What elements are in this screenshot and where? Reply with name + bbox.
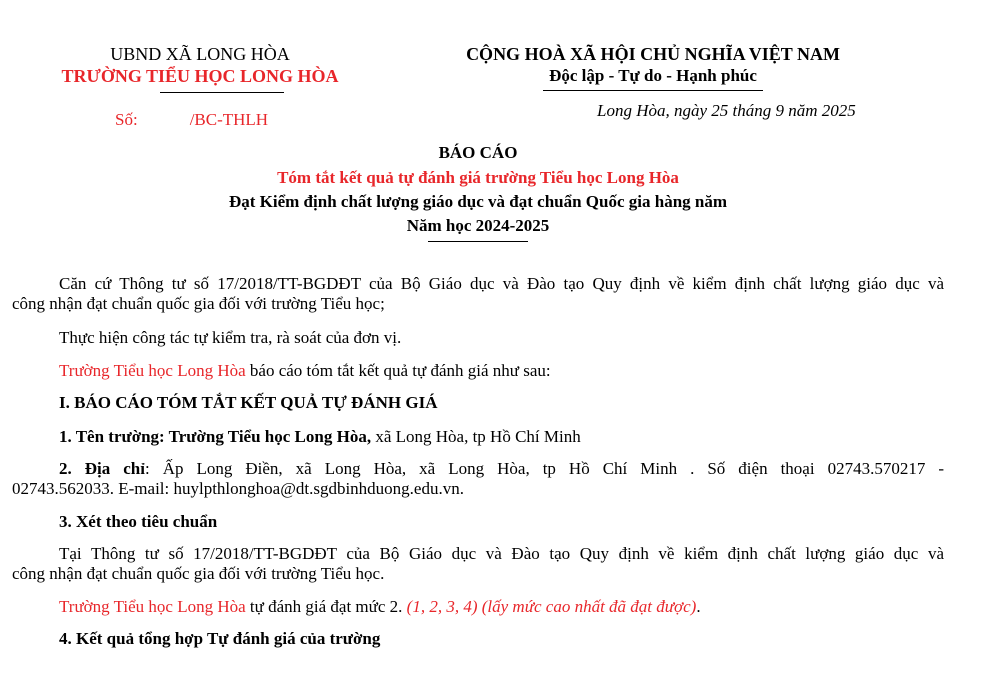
nation-title: CỘNG HOÀ XÃ HỘI CHỦ NGHĨA VIỆT NAM bbox=[466, 44, 840, 64]
report-intro-paragraph bbox=[12, 361, 944, 381]
document-number bbox=[115, 110, 268, 130]
section-1-heading: I. BÁO CÁO TÓM TẮT KẾT QUẢ TỰ ĐÁNH GIÁ bbox=[59, 393, 438, 412]
report-intro-text: báo cáo tóm tắt kết quả tự đánh giá như sau: bbox=[245, 361, 551, 380]
level-text: tự đánh giá đạt mức 2. bbox=[245, 597, 407, 616]
address-item-line1 bbox=[12, 459, 944, 479]
doc-number-suffix: /BC-THLH bbox=[189, 110, 269, 129]
address-text: : Ấp Long Điền, xã Long Hòa, xã Long Hòa, tp Hồ Chí Minh . Số điện thoại 02743.570217 - bbox=[144, 459, 944, 478]
basis-paragraph-line1: Căn cứ Thông tư số 17/2018/TT-BGDĐT của Bộ Giáo dục và Đào tạo Quy định về kiểm định chất lượng giáo dục và bbox=[59, 274, 944, 293]
level-school-name: Trường Tiểu học Long Hòa bbox=[59, 597, 246, 616]
address-item-line2: 02743.562033. E-mail: huylpthlonghoa@dt.sgdbinhduong.edu.vn. bbox=[12, 479, 464, 498]
school-name-label: 1. Tên trường: Trường Tiểu học Long Hòa, bbox=[59, 427, 372, 446]
report-subtitle: Tóm tắt kết quả tự đánh giá trường Tiểu học Long Hòa bbox=[277, 168, 679, 187]
criteria-heading: 3. Xét theo tiêu chuẩn bbox=[59, 512, 218, 531]
level-note: (1, 2, 3, 4) (lấy mức cao nhất đã đạt được) bbox=[406, 597, 697, 616]
level-end: . bbox=[696, 597, 701, 616]
header-left-divider bbox=[160, 92, 284, 93]
doc-number-label: Số: bbox=[115, 110, 138, 129]
title-divider bbox=[428, 241, 528, 242]
report-school-name: Trường Tiểu học Long Hòa bbox=[59, 361, 246, 380]
agency-name: UBND XÃ LONG HÒA bbox=[110, 44, 290, 64]
self-assessment-level bbox=[12, 597, 944, 617]
result-heading: 4. Kết quả tổng hợp Tự đánh giá của trường bbox=[59, 629, 381, 648]
address-label: 2. Địa chỉ bbox=[59, 459, 145, 478]
report-subtitle-2: Đạt Kiểm định chất lượng giáo dục và đạt chuẩn Quốc gia hàng năm bbox=[228, 192, 728, 211]
school-name-item bbox=[12, 427, 944, 447]
national-motto: Độc lập - Tự do - Hạnh phúc bbox=[549, 66, 757, 85]
report-title: BÁO CÁO bbox=[438, 143, 518, 162]
school-location: xã Long Hòa, tp Hồ Chí Minh bbox=[371, 427, 581, 446]
date-line: Long Hòa, ngày 25 tháng 9 năm 2025 bbox=[597, 101, 856, 120]
implementation-paragraph: Thực hiện công tác tự kiểm tra, rà soát của đơn vị. bbox=[59, 328, 402, 347]
school-name-header: TRƯỜNG TIỂU HỌC LONG HÒA bbox=[61, 66, 339, 86]
header-right-divider bbox=[543, 90, 763, 91]
circular-paragraph-line1: Tại Thông tư số 17/2018/TT-BGDĐT của Bộ Giáo dục và Đào tạo Quy định về kiểm định chất lượng giáo dục và bbox=[59, 544, 944, 563]
basis-paragraph-line2: công nhận đạt chuẩn quốc gia đối với trường Tiểu học; bbox=[12, 294, 385, 313]
school-year: Năm học 2024-2025 bbox=[406, 216, 550, 235]
circular-paragraph-line2: công nhận đạt chuẩn quốc gia đối với trường Tiểu học. bbox=[12, 564, 385, 583]
